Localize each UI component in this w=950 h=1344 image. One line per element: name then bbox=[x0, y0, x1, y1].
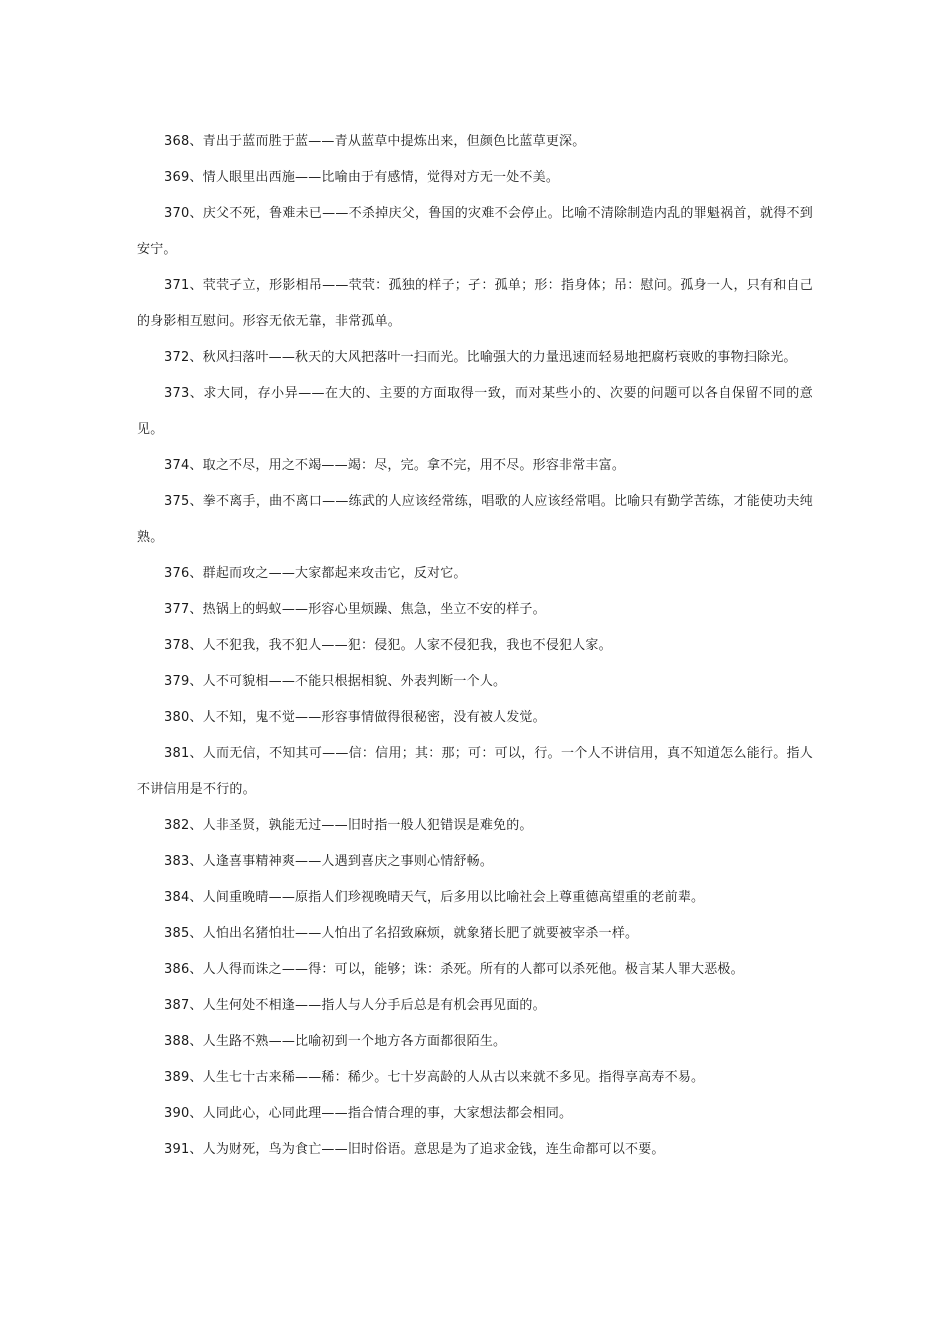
idiom-entry-388: 388、人生路不熟——比喻初到一个地方各方面都很陌生。 bbox=[164, 1034, 507, 1049]
idiom-entry-386: 386、人人得而诛之——得：可以，能够；诛：杀死。所有的人都可以杀死他。极言某人罪大恶极。 bbox=[164, 962, 744, 977]
idiom-entry-368: 368、青出于蓝而胜于蓝——青从蓝草中提炼出来，但颜色比蓝草更深。 bbox=[164, 134, 586, 149]
idiom-entry-375: 375、拳不离手，曲不离口——练武的人应该经常练，唱歌的人应该经常唱。比喻只有勤学苦练，才能使功夫纯熟。 bbox=[137, 494, 813, 545]
idiom-entry-385: 385、人怕出名猪怕壮——人怕出了名招致麻烦，就象猪长肥了就要被宰杀一样。 bbox=[164, 926, 639, 941]
idiom-entry-377: 377、热锅上的蚂蚁——形容心里烦躁、焦急，坐立不安的样子。 bbox=[164, 602, 546, 617]
idiom-entry-384: 384、人间重晚晴——原指人们珍视晚晴天气，后多用以比喻社会上尊重德高望重的老前辈。 bbox=[164, 890, 705, 905]
idiom-entry-373: 373、求大同，存小异——在大的、主要的方面取得一致，而对某些小的、次要的问题可以各自保留不同的意见。 bbox=[137, 386, 813, 437]
idiom-entry-382: 382、人非圣贤，孰能无过——旧时指一般人犯错误是难免的。 bbox=[164, 818, 533, 833]
idiom-entry-391: 391、人为财死，鸟为食亡——旧时俗语。意思是为了追求金钱，连生命都可以不要。 bbox=[164, 1142, 665, 1157]
idiom-entry-376: 376、群起而攻之——大家都起来攻击它，反对它。 bbox=[164, 566, 467, 581]
idiom-entry-370: 370、庆父不死，鲁难未已——不杀掉庆父，鲁国的灾难不会停止。比喻不清除制造内乱的罪魁祸首，就得不到安宁。 bbox=[137, 206, 813, 257]
idiom-entry-390: 390、人同此心，心同此理——指合情合理的事，大家想法都会相同。 bbox=[164, 1106, 573, 1121]
idiom-entry-378: 378、人不犯我，我不犯人——犯：侵犯。人家不侵犯我，我也不侵犯人家。 bbox=[164, 638, 612, 653]
idiom-list bbox=[137, 124, 813, 1168]
idiom-entry-383: 383、人逢喜事精神爽——人遇到喜庆之事则心情舒畅。 bbox=[164, 854, 494, 869]
idiom-entry-381: 381、人而无信，不知其可——信：信用；其：那；可：可以，行。一个人不讲信用，真不知道怎么能行。指人不讲信用是不行的。 bbox=[137, 746, 813, 797]
idiom-entry-369: 369、情人眼里出西施——比喻由于有感情，觉得对方无一处不美。 bbox=[164, 170, 560, 185]
idiom-entry-379: 379、人不可貌相——不能只根据相貌、外表判断一个人。 bbox=[164, 674, 507, 689]
idiom-entry-372: 372、秋风扫落叶——秋天的大风把落叶一扫而光。比喻强大的力量迅速而轻易地把腐朽衰败的事物扫除光。 bbox=[164, 350, 797, 365]
idiom-entry-387: 387、人生何处不相逢——指人与人分手后总是有机会再见面的。 bbox=[164, 998, 546, 1013]
idiom-entry-380: 380、人不知，鬼不觉——形容事情做得很秘密，没有被人发觉。 bbox=[164, 710, 546, 725]
idiom-entry-371: 371、茕茕孑立，形影相吊——茕茕：孤独的样子；孑：孤单；形：指身体；吊：慰问。孤身一人，只有和自己的身影相互慰问。形容无依无靠，非常孤单。 bbox=[137, 278, 813, 329]
idiom-entry-389: 389、人生七十古来稀——稀：稀少。七十岁高龄的人从古以来就不多见。指得享高寿不易。 bbox=[164, 1070, 705, 1085]
idiom-entry-374: 374、取之不尽，用之不竭——竭：尽，完。拿不完，用不尽。形容非常丰富。 bbox=[164, 458, 626, 473]
